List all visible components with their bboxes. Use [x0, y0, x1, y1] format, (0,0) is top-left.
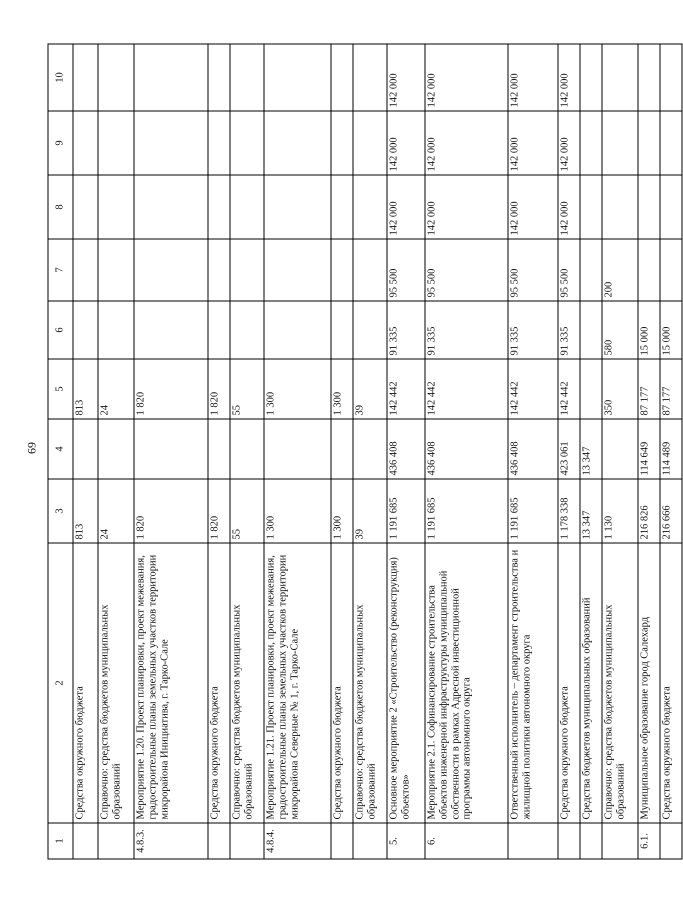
value-cell: 580 — [602, 301, 638, 359]
header-cell: 9 — [48, 111, 73, 175]
value-cell: 142 442 — [425, 359, 508, 419]
value-cell: 1 191 685 — [387, 479, 425, 543]
value-cell — [230, 301, 264, 359]
value-cell — [73, 175, 98, 239]
header-cell: 4 — [48, 419, 73, 479]
value-cell: 142 000 — [508, 175, 558, 239]
value-cell — [580, 111, 602, 175]
value-cell: 114 649 — [638, 419, 660, 479]
row-index: 6.1. — [638, 823, 660, 859]
value-cell: 24 — [98, 359, 134, 419]
value-cell: 142 000 — [425, 175, 508, 239]
row-name: Мероприятие 1.20. Проект планировки, проект межевания, градостроительные планы земельных участков территории микрорайона Инициатива, г. Тарко-Сале — [134, 543, 208, 823]
table-row — [660, 44, 682, 859]
value-cell — [638, 111, 660, 175]
value-cell: 813 — [73, 359, 98, 419]
table-row — [208, 44, 230, 859]
value-cell: 95 500 — [425, 239, 508, 301]
table-row — [230, 44, 264, 859]
value-cell — [134, 44, 208, 111]
header-cell: 5 — [48, 359, 73, 419]
row-name: Средства окружного бюджета — [660, 543, 682, 823]
value-cell: 813 — [73, 479, 98, 543]
value-cell — [660, 175, 682, 239]
value-cell — [638, 175, 660, 239]
value-cell — [208, 419, 230, 479]
value-cell — [353, 419, 387, 479]
value-cell — [73, 111, 98, 175]
value-cell — [98, 301, 134, 359]
header-cell: 2 — [48, 543, 73, 823]
value-cell — [73, 419, 98, 479]
value-cell: 87 177 — [638, 359, 660, 419]
row-index — [660, 823, 682, 859]
value-cell — [230, 239, 264, 301]
value-cell — [331, 419, 353, 479]
row-name: Справочно: средства бюджетов муниципальных образований — [353, 543, 387, 823]
value-cell — [134, 419, 208, 479]
value-cell: 1 820 — [134, 479, 208, 543]
value-cell — [638, 44, 660, 111]
value-cell — [353, 301, 387, 359]
value-cell: 142 000 — [558, 175, 580, 239]
value-cell: 142 000 — [387, 111, 425, 175]
header-cell: 8 — [48, 175, 73, 239]
value-cell: 114 489 — [660, 419, 682, 479]
value-cell: 142 000 — [508, 44, 558, 111]
row-index — [508, 823, 558, 859]
value-cell: 13 347 — [580, 479, 602, 543]
value-cell — [602, 111, 638, 175]
value-cell — [134, 239, 208, 301]
value-cell — [331, 44, 353, 111]
value-cell: 24 — [98, 479, 134, 543]
header-cell: 3 — [48, 479, 73, 543]
value-cell: 39 — [353, 479, 387, 543]
table-row — [580, 44, 602, 859]
header-cell: 1 — [48, 823, 73, 859]
value-cell — [331, 111, 353, 175]
table-row — [508, 44, 558, 859]
value-cell: 436 408 — [425, 419, 508, 479]
row-name: Справочно: средства бюджетов муниципальных образований — [602, 543, 638, 823]
value-cell: 95 500 — [387, 239, 425, 301]
value-cell — [580, 44, 602, 111]
value-cell — [602, 175, 638, 239]
value-cell — [660, 111, 682, 175]
value-cell: 1 300 — [331, 479, 353, 543]
table-row — [134, 44, 208, 859]
row-name: Мероприятие 2.1. Софинансирование строительства объектов инженерной инфраструктуры муниципальной собственности в рамках Адресной инвестиционной программы автономного округа — [425, 543, 508, 823]
value-cell — [230, 419, 264, 479]
row-index: 4.8.3. — [134, 823, 208, 859]
row-index — [98, 823, 134, 859]
value-cell: 423 061 — [558, 419, 580, 479]
value-cell — [208, 239, 230, 301]
value-cell: 91 335 — [508, 301, 558, 359]
value-cell: 1 300 — [264, 359, 331, 419]
value-cell — [580, 239, 602, 301]
value-cell: 55 — [230, 359, 264, 419]
value-cell — [353, 111, 387, 175]
table-row — [558, 44, 580, 859]
value-cell: 15 000 — [638, 301, 660, 359]
value-cell: 91 335 — [425, 301, 508, 359]
value-cell: 1 820 — [208, 359, 230, 419]
value-cell: 1 820 — [134, 359, 208, 419]
row-index: 4.8.4. — [264, 823, 331, 859]
value-cell — [98, 111, 134, 175]
value-cell: 1 178 338 — [558, 479, 580, 543]
value-cell: 1 820 — [208, 479, 230, 543]
value-cell — [264, 175, 331, 239]
value-cell: 200 — [602, 239, 638, 301]
value-cell — [73, 44, 98, 111]
budget-table-container — [48, 45, 673, 860]
value-cell: 15 000 — [660, 301, 682, 359]
value-cell — [208, 111, 230, 175]
value-cell — [580, 175, 602, 239]
value-cell: 350 — [602, 359, 638, 419]
row-index: 5. — [387, 823, 425, 859]
value-cell — [580, 359, 602, 419]
value-cell: 436 408 — [387, 419, 425, 479]
value-cell — [208, 301, 230, 359]
row-name: Средства окружного бюджета — [73, 543, 98, 823]
row-name: Справочно: средства бюджетов муниципальных образований — [98, 543, 134, 823]
value-cell — [230, 175, 264, 239]
row-name: Мероприятие 1.21. Проект планировки, проект межевания, градостроительные планы земельных участков территории микрорайона Северные № 1, г. Тарко-Сале — [264, 543, 331, 823]
row-index — [208, 823, 230, 859]
value-cell: 91 335 — [387, 301, 425, 359]
row-name: Средства окружного бюджета — [558, 543, 580, 823]
value-cell — [98, 419, 134, 479]
row-name: Средства бюджетов муниципальных образований — [580, 543, 602, 823]
value-cell: 87 177 — [660, 359, 682, 419]
table-row — [602, 44, 638, 859]
page-number: 69 — [24, 442, 39, 454]
value-cell: 142 000 — [558, 44, 580, 111]
value-cell: 436 408 — [508, 419, 558, 479]
value-cell — [230, 44, 264, 111]
row-name: Справочно: средства бюджетов муниципальных образований — [230, 543, 264, 823]
row-name: Муниципальное образование город Салехард — [638, 543, 660, 823]
row-index — [73, 823, 98, 859]
value-cell — [73, 239, 98, 301]
value-cell: 142 000 — [387, 175, 425, 239]
header-cell: 10 — [48, 44, 73, 111]
row-index — [558, 823, 580, 859]
table-row — [425, 44, 508, 859]
value-cell — [264, 239, 331, 301]
table-row — [353, 44, 387, 859]
value-cell — [208, 44, 230, 111]
value-cell: 1 300 — [331, 359, 353, 419]
value-cell — [98, 239, 134, 301]
value-cell — [331, 175, 353, 239]
value-cell — [134, 111, 208, 175]
value-cell — [353, 175, 387, 239]
value-cell — [353, 239, 387, 301]
value-cell: 142 000 — [425, 111, 508, 175]
value-cell — [134, 175, 208, 239]
header-row — [48, 44, 73, 859]
value-cell — [660, 239, 682, 301]
row-index: 6. — [425, 823, 508, 859]
value-cell: 13 347 — [580, 419, 602, 479]
value-cell — [602, 419, 638, 479]
value-cell: 216 666 — [660, 479, 682, 543]
header-cell: 6 — [48, 301, 73, 359]
table-row — [98, 44, 134, 859]
table-row — [264, 44, 331, 859]
value-cell — [208, 175, 230, 239]
row-name: Основное мероприятие 2 «Строительство (реконструкция) объектов» — [387, 543, 425, 823]
value-cell: 142 442 — [387, 359, 425, 419]
row-name: Ответственный исполнитель – департамент строительства и жилищной политики автономного округа — [508, 543, 558, 823]
value-cell: 39 — [353, 359, 387, 419]
value-cell — [602, 44, 638, 111]
value-cell: 1 191 685 — [425, 479, 508, 543]
row-index — [331, 823, 353, 859]
row-name: Средства окружного бюджета — [208, 543, 230, 823]
value-cell: 1 191 685 — [508, 479, 558, 543]
value-cell — [638, 239, 660, 301]
value-cell — [134, 301, 208, 359]
table-row — [331, 44, 353, 859]
table-row — [638, 44, 660, 859]
value-cell: 95 500 — [508, 239, 558, 301]
value-cell: 142 000 — [508, 111, 558, 175]
budget-table — [48, 44, 683, 860]
value-cell: 1 130 — [602, 479, 638, 543]
value-cell — [331, 301, 353, 359]
value-cell — [98, 44, 134, 111]
value-cell — [331, 239, 353, 301]
value-cell: 142 000 — [558, 111, 580, 175]
value-cell — [73, 301, 98, 359]
value-cell: 55 — [230, 479, 264, 543]
value-cell — [264, 44, 331, 111]
value-cell — [264, 111, 331, 175]
row-index — [580, 823, 602, 859]
value-cell — [230, 111, 264, 175]
value-cell — [98, 175, 134, 239]
value-cell — [264, 301, 331, 359]
row-index — [230, 823, 264, 859]
header-cell: 7 — [48, 239, 73, 301]
value-cell: 216 826 — [638, 479, 660, 543]
row-name: Средства окружного бюджета — [331, 543, 353, 823]
value-cell: 142 000 — [425, 44, 508, 111]
table-row — [73, 44, 98, 859]
value-cell: 95 500 — [558, 239, 580, 301]
value-cell: 142 442 — [508, 359, 558, 419]
table-row — [387, 44, 425, 859]
value-cell — [264, 419, 331, 479]
value-cell — [353, 44, 387, 111]
row-index — [353, 823, 387, 859]
row-index — [602, 823, 638, 859]
value-cell: 142 000 — [387, 44, 425, 111]
value-cell — [580, 301, 602, 359]
value-cell: 1 300 — [264, 479, 331, 543]
value-cell: 142 442 — [558, 359, 580, 419]
value-cell: 91 335 — [558, 301, 580, 359]
value-cell — [660, 44, 682, 111]
